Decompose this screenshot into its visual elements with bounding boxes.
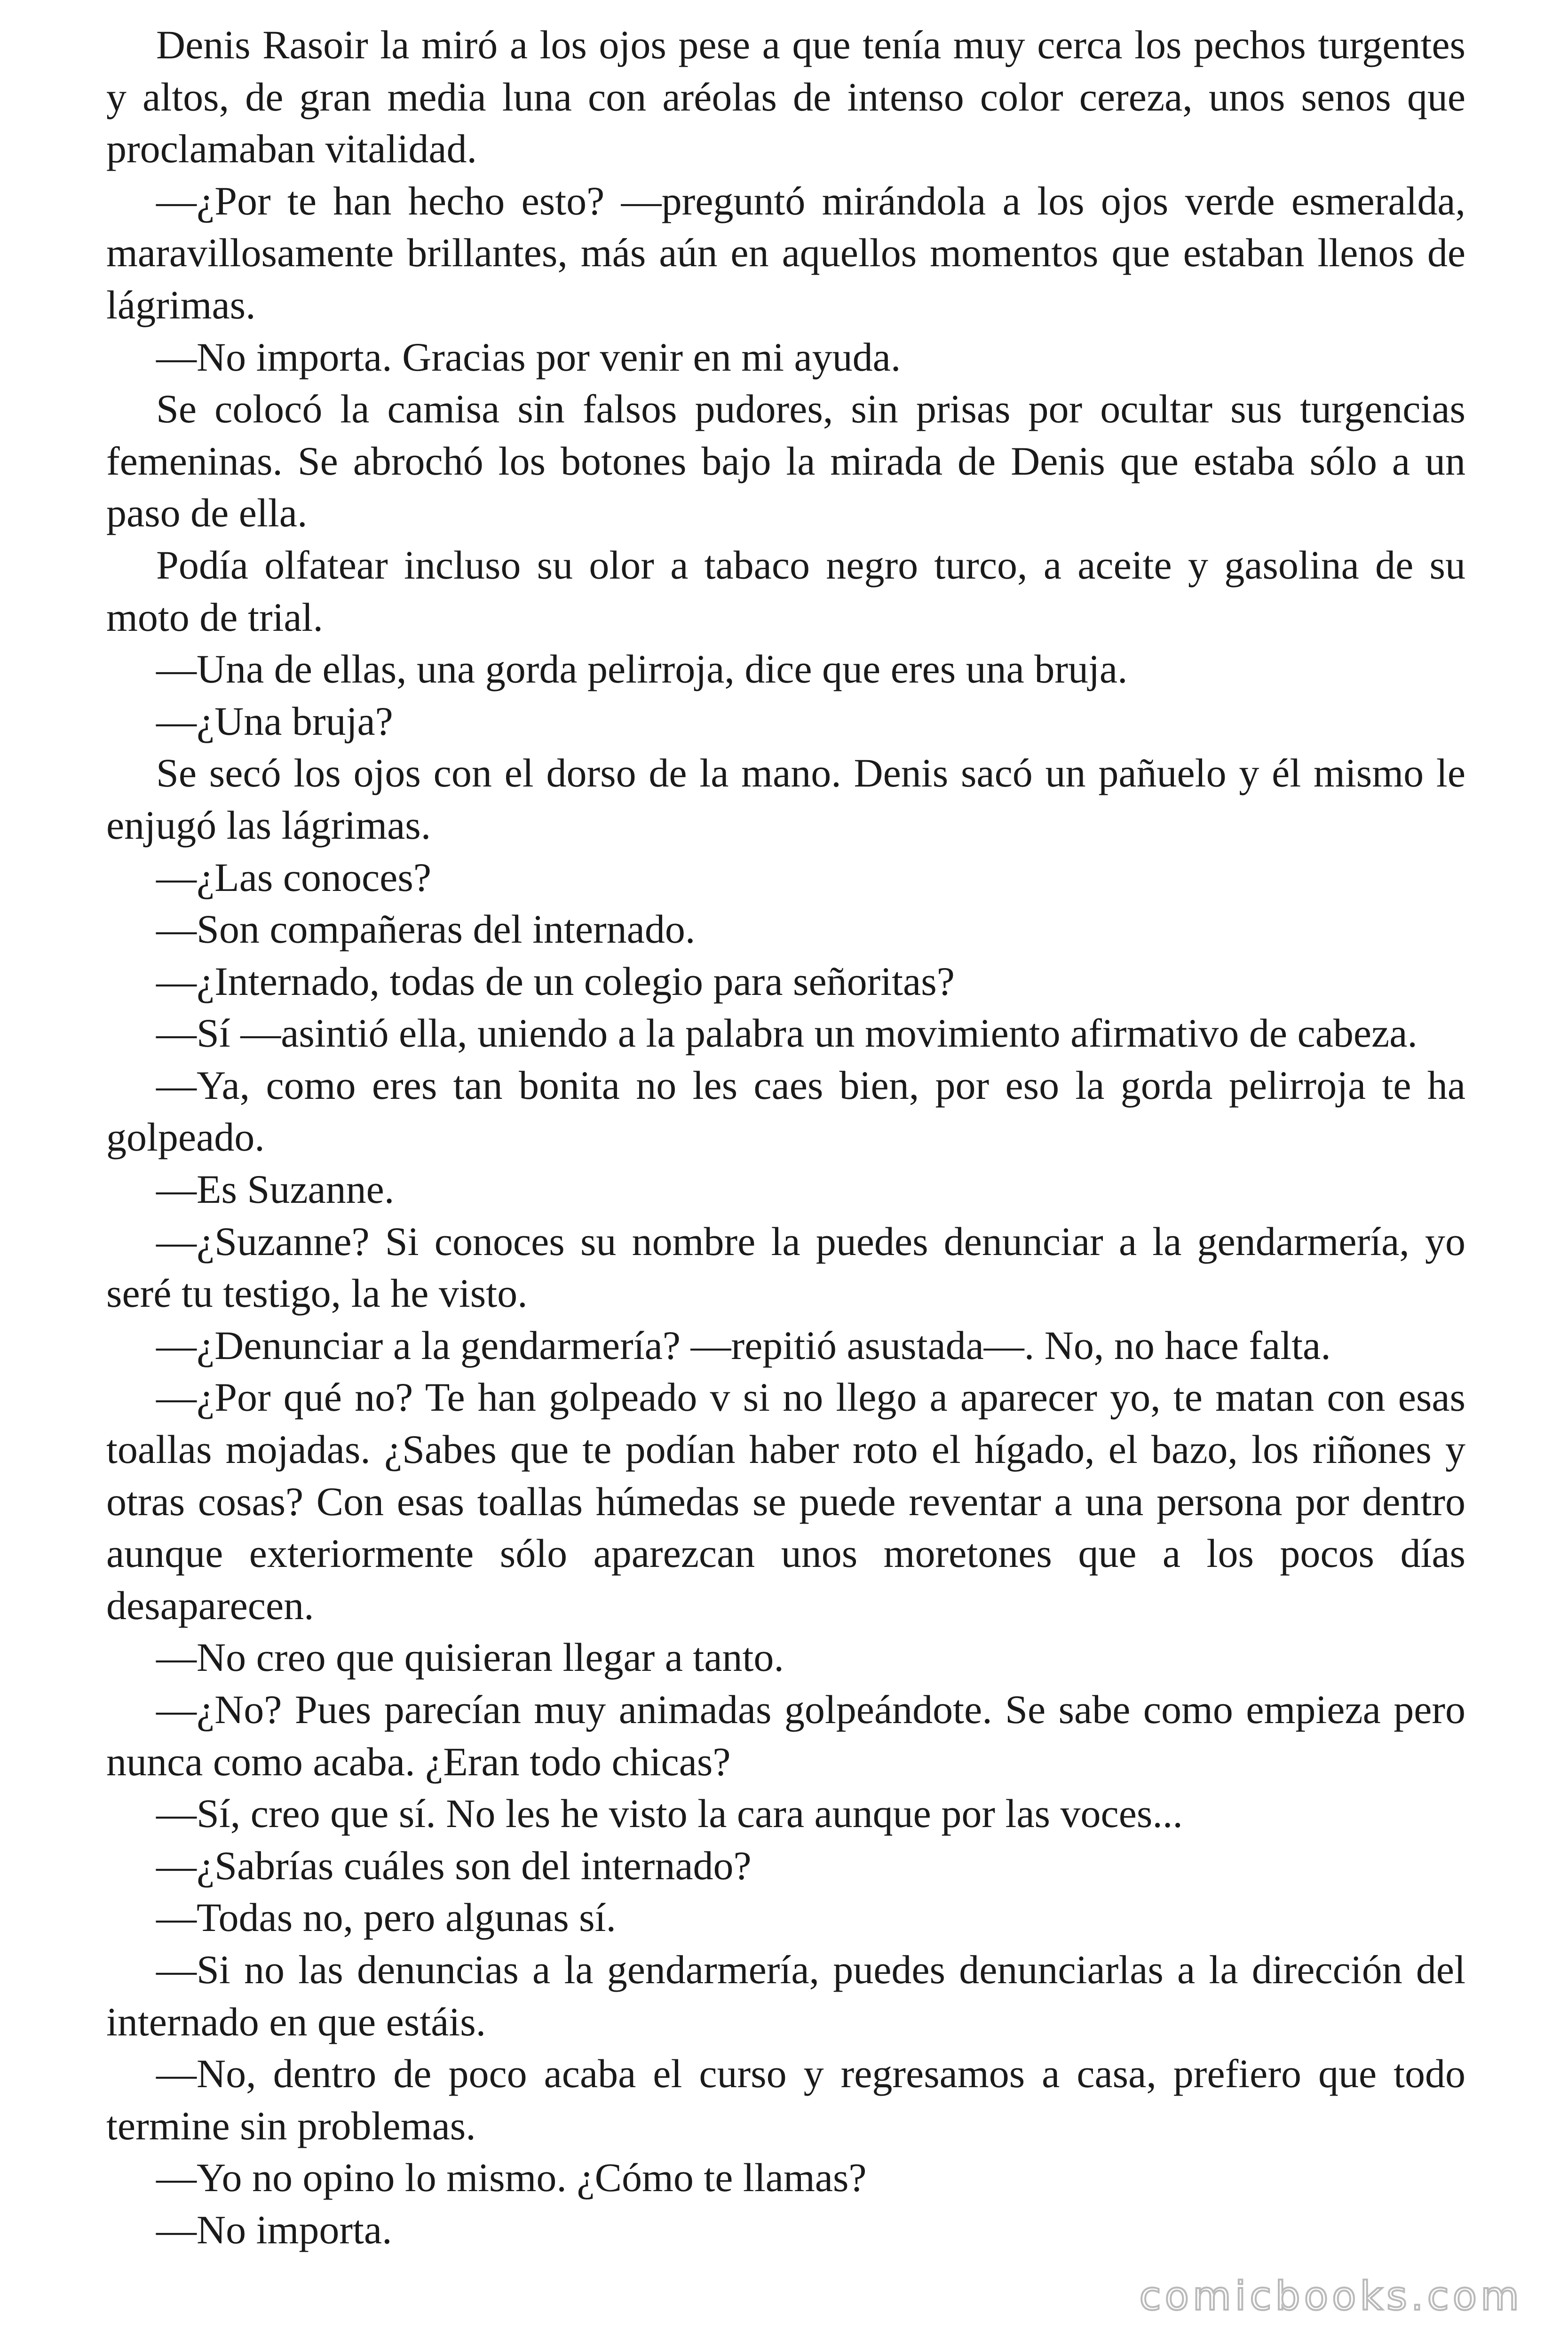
paragraph: —Sí —asintió ella, uniendo a la palabra un movimiento afirmativo de cabeza.	[156, 1010, 1418, 1056]
paragraph: —¿Denunciar a la gendarmería? —repitió asustada—. No, no hace falta.	[156, 1322, 1331, 1368]
watermark: comicbooks.com	[1139, 2273, 1523, 2319]
paragraph: Se secó los ojos con el dorso de la mano. Denis sacó un pañuelo y él mismo le enjugó las lágrimas.	[106, 750, 1465, 848]
paragraph: —Son compañeras del internado.	[156, 906, 696, 952]
paragraph: Podía olfatear incluso su olor a tabaco negro turco, a aceite y gasolina de su moto de trial.	[106, 542, 1465, 640]
paragraph: —¿Las conoces?	[156, 854, 431, 900]
paragraph: —Todas no, pero algunas sí.	[156, 1895, 617, 1940]
body-text	[106, 19, 1465, 2256]
paragraph: —No, dentro de poco acaba el curso y regresamos a casa, prefiero que todo termine sin problemas.	[106, 2051, 1465, 2148]
paragraph: —Sí, creo que sí. No les he visto la cara aunque por las voces...	[156, 1791, 1183, 1836]
paragraph: —¿No? Pues parecían muy animadas golpeándote. Se sabe como empieza pero nunca como acaba. ¿Eran todo chicas?	[106, 1687, 1465, 1784]
paragraph: —No importa. Gracias por venir en mi ayuda.	[156, 334, 901, 380]
paragraph: —Es Suzanne.	[156, 1167, 395, 1212]
paragraph: —Yo no opino lo mismo. ¿Cómo te llamas?	[156, 2155, 867, 2201]
paragraph: —¿Sabrías cuáles son del internado?	[156, 1843, 752, 1888]
paragraph: —¿Suzanne? Si conoces su nombre la puedes denunciar a la gendarmería, yo seré tu testigo, la he visto.	[106, 1218, 1465, 1316]
paragraph: —No importa.	[156, 2207, 392, 2252]
paragraph: —No creo que quisieran llegar a tanto.	[156, 1635, 784, 1680]
paragraph: Denis Rasoir la miró a los ojos pese a que tenía muy cerca los pechos turgentes y altos, de gran media luna con aréolas de intenso color cereza, unos senos que proclamaban vitalidad.	[106, 22, 1465, 172]
paragraph: —¿Internado, todas de un colegio para señoritas?	[156, 958, 955, 1004]
paragraph: —¿Por qué no? Te han golpeado v si no llego a aparecer yo, te matan con esas toallas mojadas. ¿Sabes que te podían haber roto el hígado, el bazo, los riñones y otras cosas? Con esas toallas húmedas se puede reventar a una persona por dentro aunque exteriormente sólo aparezcan unos moretones que a los pocos días desaparecen.	[106, 1375, 1465, 1628]
paragraph: —¿Una bruja?	[156, 698, 393, 744]
paragraph: —Una de ellas, una gorda pelirroja, dice que eres una bruja.	[156, 646, 1128, 692]
paragraph: —Si no las denuncias a la gendarmería, puedes denunciarlas a la dirección del internado en que estáis.	[106, 1947, 1465, 2044]
paragraph: Se colocó la camisa sin falsos pudores, sin prisas por ocultar sus turgencias femeninas. Se abrochó los botones bajo la mirada de Denis que estaba sólo a un paso de ella.	[106, 386, 1465, 536]
paragraph: —Ya, como eres tan bonita no les caes bien, por eso la gorda pelirroja te ha golpeado.	[106, 1062, 1465, 1160]
paragraph: —¿Por te han hecho esto? —preguntó mirándola a los ojos verde esmeralda, maravillosamente brillantes, más aún en aquellos momentos que estaban llenos de lágrimas.	[106, 178, 1465, 327]
